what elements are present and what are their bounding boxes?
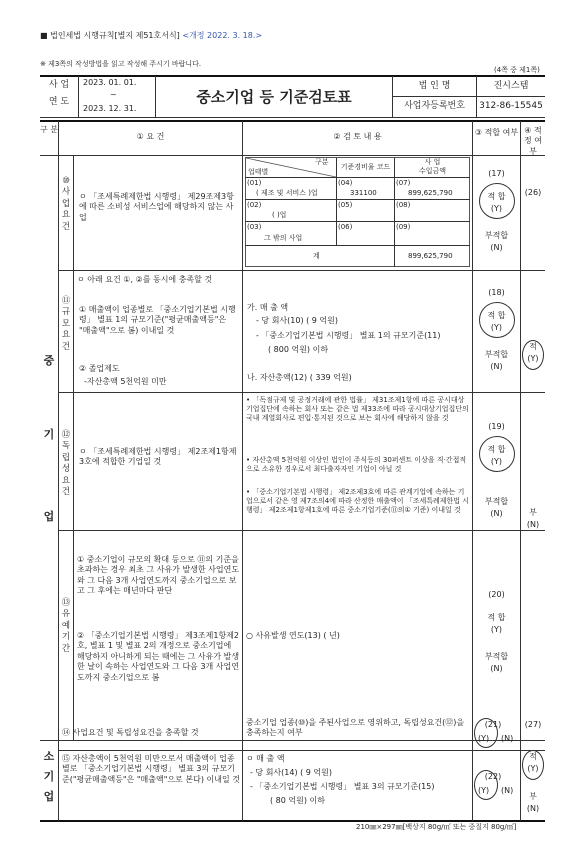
row1-label: ⑩ 사 업 요 건 [61, 176, 71, 232]
row2-fit[interactable]: 적 합 [487, 311, 506, 320]
row5-final-fit: 적 [529, 752, 537, 761]
row1-requirement: ㅇ 「조세특례제한법 시행령」 제29조제3항에 따른 소비성 서비스업에 해당하지 않는 사업 [79, 192, 234, 222]
row4-fit[interactable]: 적 합 [487, 613, 506, 622]
row5-final-y: (Y) [527, 764, 539, 773]
row2-sales-standard-value: ( 800 억원) 이하 [268, 345, 329, 354]
cell-02-name: ( )업 [272, 211, 287, 219]
instructions-note: ※ 제3쪽의 작성방법을 읽고 작성해 주시기 바랍니다. [40, 60, 202, 68]
date-tilde: ~ [110, 90, 117, 99]
year-label-1: 사 업 [48, 80, 70, 90]
cell-07-value: 899,625,790 [408, 189, 453, 197]
table-head-gubun: 구분 [315, 158, 329, 166]
date-from: 2023. 01. 01. [83, 78, 137, 87]
row1-unfit-n: (N) [490, 243, 503, 252]
row2-fit-y: (Y) [490, 323, 503, 332]
row3-bullet-3: • 「중소기업기본법 시행령」 제2조제3호에 따른 관계기업에 속하는 기업으로서 같은 영 제7조의4에 따라 산정한 매출액이 「조세특례제한법 시행령」 제2조제1항제1호에 따른 중소기업기준(⑪의① 기준) 이내일 것 [246, 488, 470, 514]
row5-fit-number: (21) [484, 720, 502, 729]
row6-y[interactable]: (Y) [478, 786, 490, 795]
reg-no: 312-86-15545 [479, 101, 543, 111]
cell-01: (01) [247, 179, 262, 187]
table-head-rev-1: 사 업 [424, 158, 441, 166]
row5-n[interactable]: (N) [501, 734, 514, 743]
row2-req2-title: ② 졸업제도 [79, 364, 120, 373]
row2-sales-standard: - 「중소기업기본법 시행령」 별표 1의 규모기준(11) [256, 331, 441, 340]
reg-no-label: 사업자등록번호 [404, 101, 465, 111]
corp-name-label: 법 인 명 [418, 81, 451, 91]
form-reference: ■ 법인세법 시행규칙[별지 제51호서식] <개정 2022. 3. 18.> [40, 31, 263, 40]
row2-label: ⑪ 규 모 요 건 [61, 296, 71, 352]
cell-01-name: ( 제조 및 서비스 )업 [256, 189, 318, 197]
row6-fit-number: (22) [484, 772, 502, 781]
row6-sales-standard-value: ( 80 억원) 이하 [270, 796, 325, 805]
row4-fit-y: (Y) [490, 625, 503, 634]
row1-fit-number: (17) [488, 169, 505, 178]
group-small-3: 업 [43, 790, 55, 803]
row6-sales-standard: - 「중소기업기본법 시행령」 별표 3의 규모기준(15) [250, 782, 435, 791]
row3-fit[interactable]: 적 합 [487, 445, 506, 454]
row2-unfit-n: (N) [490, 362, 503, 371]
row3-unfit[interactable]: 부적합 [484, 497, 509, 506]
corp-name: 진시스템 [493, 81, 529, 91]
row5-y[interactable]: (Y) [478, 734, 490, 743]
row2-final-y: (Y) [527, 354, 539, 363]
row6-sales-company: - 당 회사(14) ( 9 억원) [250, 768, 332, 777]
col-header-final: ④ 적정 여부 [524, 126, 542, 156]
cell-07: (07) [396, 179, 411, 187]
cell-04-value: 331100 [350, 189, 377, 197]
row4-label: ⑬ 유 예 기 간 [61, 598, 71, 654]
group-sme-1: 중 [43, 354, 55, 367]
row4-req2: ② 「중소기업기본법 시행령」 제3조제1항제2호, 별표 1 및 별표 2의 개정으로 중소기업에 해당하지 아니하게 되는 때에는 그 사유가 발생한 날이 속하는 사업연도와 그 다음 3개 사업연도까지 중소기업으로 봄 [77, 631, 240, 682]
row2-sales-title: 가. 매 출 액 [247, 303, 289, 312]
row3-fit-y: (Y) [490, 457, 503, 466]
cell-08: (08) [396, 201, 411, 209]
col-header-requirement: ① 요 건 [136, 132, 165, 141]
table-head-code: 기준경비율 코드 [340, 163, 391, 171]
row3-final-unfit: 부 [529, 508, 537, 517]
row2-req2-body: -자산총액 5천억원 미만 [84, 377, 167, 386]
date-to: 2023. 12. 31. [83, 104, 137, 113]
row4-unfit-n: (N) [490, 664, 503, 673]
paper-spec: 210㎜×297㎜[백상지 80g/㎡ 또는 중질지 80g/㎡] [356, 823, 517, 831]
row4-req1: ① 중소기업이 규모의 확대 등으로 ⑪의 기준을 초과하는 경우 최초 그 사유가 발생한 사업연도와 그 다음 3개 사업연도까지 중소기업으로 보고 그 후에는 매년마다 판단 [77, 555, 240, 596]
row6-final-n: (N) [526, 804, 540, 813]
row3-final-n: (N) [526, 520, 540, 529]
row1-fit-y: (Y) [490, 204, 503, 213]
row5-final-number: (27) [524, 720, 542, 729]
page-number: (4쪽 중 제1쪽) [494, 66, 540, 74]
row1-fit[interactable]: 적 합 [487, 192, 506, 201]
row6-requirement: ⑮ 자산총액이 5천억원 미만으로서 매출액이 업종별로 「중소기업기본법 시행령」 별표 3의 규모기준("평균매출액등"은 "매출액"으로 본다) 이내일 것 [62, 754, 240, 784]
group-small-1: 소 [43, 750, 55, 763]
table-head-rev-2: 수입금액 [418, 167, 447, 175]
cell-03-name: 그 밖의 사업 [264, 234, 303, 242]
row2-unfit[interactable]: 부적합 [484, 350, 509, 359]
row2-assets: 나. 자산총액(12) ( 339 억원) [247, 373, 352, 382]
row6-n[interactable]: (N) [501, 786, 514, 795]
row3-unfit-n: (N) [490, 509, 503, 518]
row3-requirement: ㅇ 「조세특례제한법 시행령」 제2조제1항제3호에 적합한 기업일 것 [79, 447, 237, 467]
cell-09: (09) [396, 223, 411, 231]
group-sme-3: 업 [43, 510, 55, 523]
row3-fit-number: (19) [488, 422, 505, 431]
row2-final-fit: 적 [529, 342, 537, 351]
col-header-review: ② 검 토 내 용 [333, 132, 382, 141]
row4-review: ○ 사유발생 연도(13) ( 년) [246, 631, 340, 640]
row4-fit-number: (20) [488, 590, 505, 599]
row2-fit-number: (18) [488, 288, 505, 297]
row3-bullet-1: • 「독점규제 및 공정거래에 관한 법률」 제31조제1항에 따른 공시대상기업집단에 속하는 회사 또는 같은 법 제33조에 따라 공시대상기업집단의 국내 계열회사로 편입·통지된 것으로 보는 회사에 해당하지 않을 것 [246, 396, 469, 422]
year-label-2: 연 도 [48, 97, 70, 107]
row2-req1: ① 매출액이 업종별로 「중소기업기본법 시행령」 별표 1의 규모기준("평균매출액등"은 "매출액"으로 봄) 이내일 것 [79, 305, 236, 335]
cell-06: (06) [338, 223, 353, 231]
row5-requirement: ⑭ 사업요건 및 독립성요건을 충족할 것 [62, 728, 199, 737]
cell-03: (03) [247, 223, 262, 231]
row5-review: 중소기업 업종(⑩)을 주된사업으로 영위하고, 독립성요건(⑫)을 충족하는지 여부 [246, 718, 465, 738]
row6-final-unfit: 부 [529, 792, 537, 801]
group-small-2: 기 [43, 770, 55, 783]
sum-label: 계 [313, 252, 320, 260]
form-title: 중소기업 등 기준검토표 [196, 88, 352, 106]
row2-sales-company: - 당 회사(10) ( 9 억원) [256, 316, 338, 325]
col-header-division: 구 분 [40, 125, 58, 134]
row3-bullet-2: • 자산총액 5천억원 이상인 법인이 주식등의 30퍼센트 이상을 직·간접적으로 소유한 경우로서 최다출자자인 기업이 아닐 것 [246, 456, 467, 473]
row1-unfit[interactable]: 부적합 [484, 231, 509, 240]
sum-value: 899,625,790 [408, 252, 453, 260]
cell-02: (02) [247, 201, 262, 209]
cell-05: (05) [338, 201, 353, 209]
row4-unfit[interactable]: 부적합 [484, 652, 509, 661]
col-header-fit: ③ 적합 여부 [474, 128, 519, 137]
row1-final-number: (26) [524, 188, 542, 197]
row3-label: ⑫ 독 립 성 요 건 [61, 430, 71, 498]
group-sme-2: 기 [43, 428, 55, 441]
cell-04: (04) [338, 179, 353, 187]
row6-sales-title: ㅇ 매 출 액 [246, 754, 285, 763]
row2-intro: ㅇ 아래 요건 ①, ②를 동시에 충족할 것 [77, 275, 213, 284]
table-head-biz: 업태별 [248, 168, 269, 176]
